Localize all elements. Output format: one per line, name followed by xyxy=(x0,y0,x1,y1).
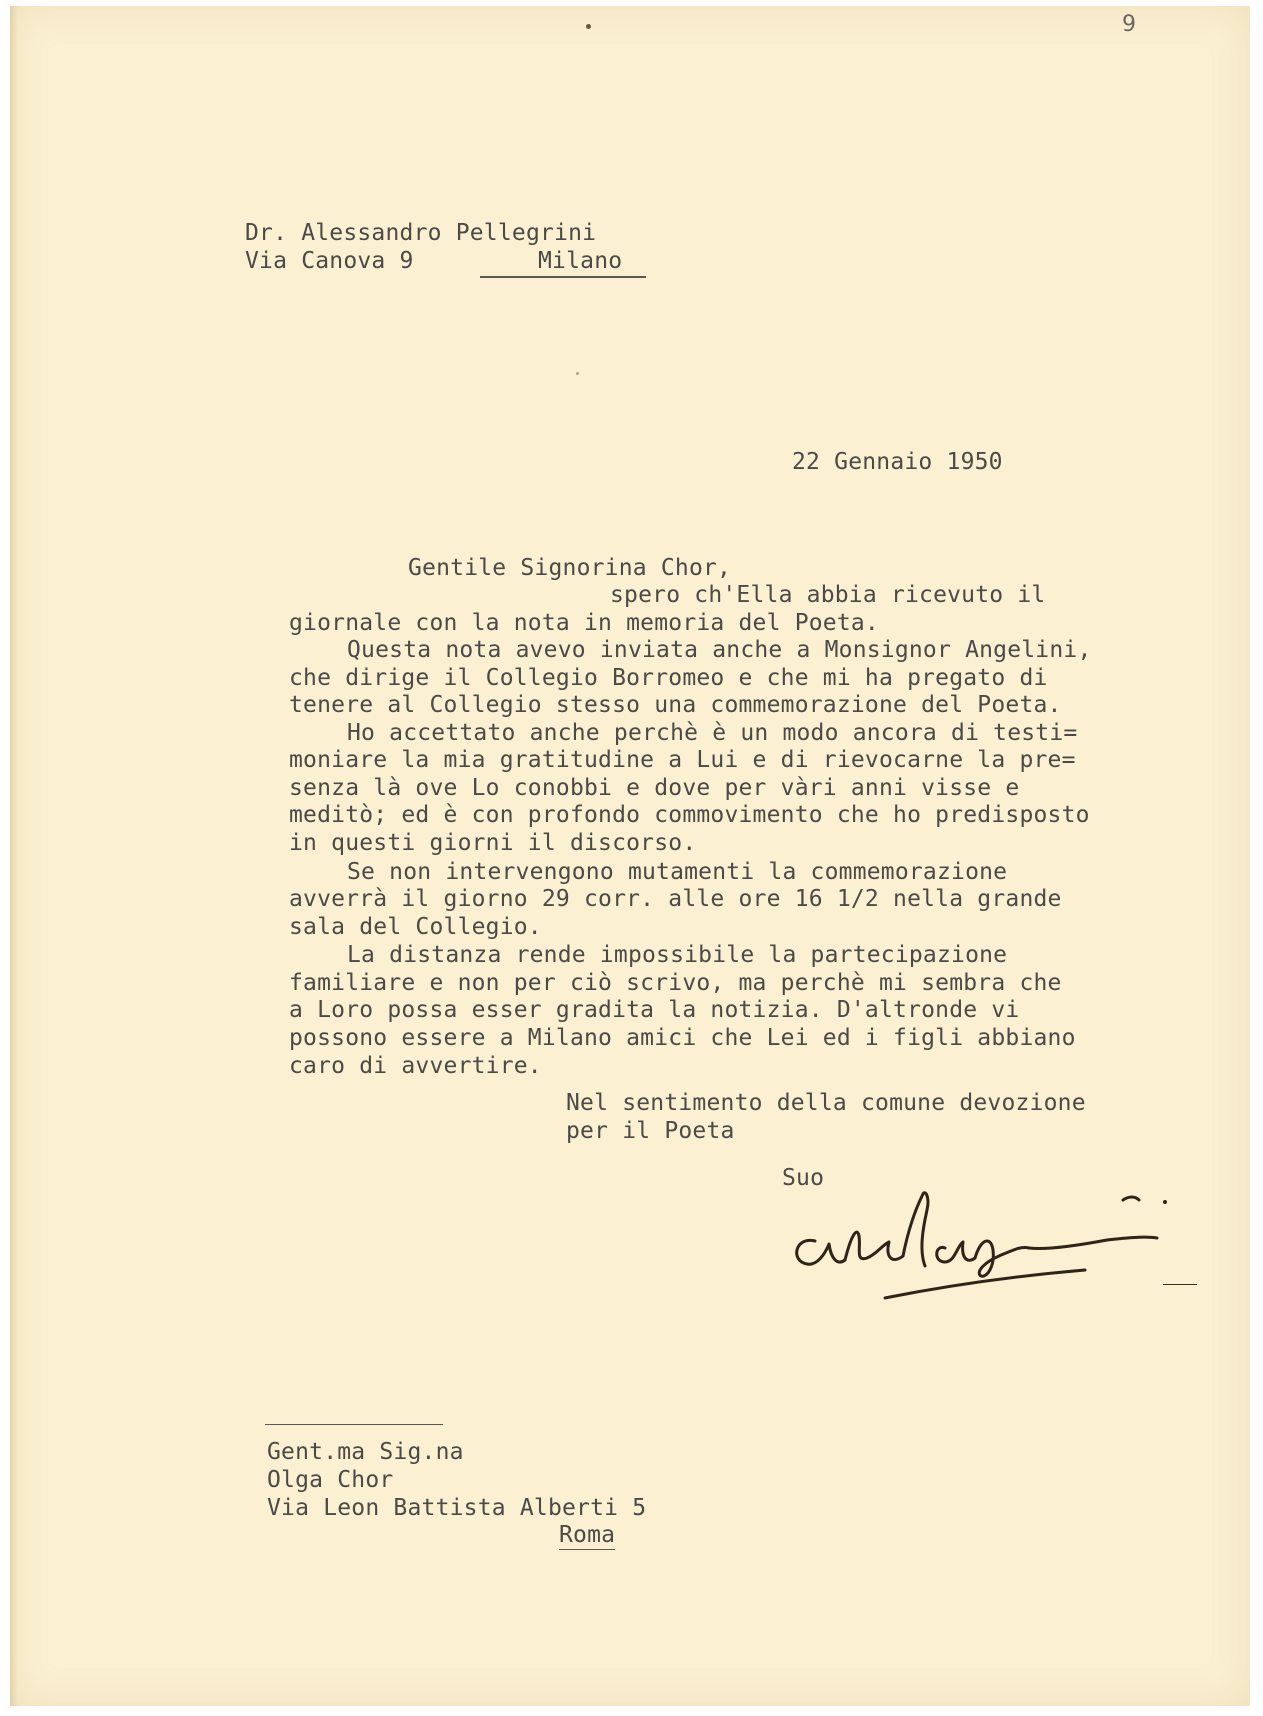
salutation: Gentile Signorina Chor, xyxy=(408,555,732,581)
letter-sheet xyxy=(10,6,1250,1706)
paper-speck xyxy=(586,24,591,29)
body-line: possono essere a Milano amici che Lei ed i figli abbiano xyxy=(289,1025,1076,1051)
body-line: senza là ove Lo conobbi e dove per vàri anni visse e xyxy=(289,775,1020,801)
recipient-street: Via Leon Battista Alberti 5 xyxy=(267,1495,647,1521)
paper-edge-shadow xyxy=(10,6,18,1706)
page-number: 9 xyxy=(1122,12,1136,37)
body-line: Questa nota avevo inviata anche a Monsignor Angelini, xyxy=(347,637,1092,663)
body-line: familiare e non per ciò scrivo, ma perchè mi sembra che xyxy=(289,970,1062,996)
body-line: La distanza rende impossibile la partecipazione xyxy=(347,942,1008,968)
body-line: tenere al Collegio stesso una commemorazione del Poeta. xyxy=(289,692,1062,718)
signature-dash xyxy=(1163,1284,1197,1285)
body-line: spero ch'Ella abbia ricevuto il xyxy=(610,582,1046,608)
recipient-title: Gent.ma Sig.na xyxy=(267,1439,464,1465)
recipient-city-underline xyxy=(559,1549,615,1550)
recipient-top-rule xyxy=(265,1424,443,1425)
sender-city: Milano xyxy=(538,248,623,274)
body-line: Ho accettato anche perchè è un modo ancora di testi= xyxy=(347,720,1078,746)
body-line: che dirige il Collegio Borromeo e che mi ha pregato di xyxy=(289,665,1048,691)
closing-line-2: per il Poeta xyxy=(566,1118,735,1144)
body-line: moniare la mia gratitudine a Lui e di rievocarne la pre= xyxy=(289,747,1076,773)
closing-suo: Suo xyxy=(782,1165,825,1191)
body-line: in questi giorni il discorso. xyxy=(289,830,697,856)
body-line: meditò; ed è con profondo commovimento che ho predisposto xyxy=(289,802,1090,828)
handwritten-signature xyxy=(785,1166,1185,1301)
letter-date: 22 Gennaio 1950 xyxy=(792,449,1003,475)
sender-street: Via Canova 9 xyxy=(245,248,414,274)
body-line: giornale con la nota in memoria del Poeta. xyxy=(289,610,879,636)
body-line: Se non intervengono mutamenti la commemorazione xyxy=(347,859,1008,885)
paper-speck xyxy=(576,372,579,375)
sender-underline xyxy=(480,276,646,278)
recipient-name: Olga Chor xyxy=(267,1467,394,1493)
sender-name: Dr. Alessandro Pellegrini xyxy=(245,220,597,246)
closing-line-1: Nel sentimento della comune devozione xyxy=(566,1090,1086,1116)
body-line: avverrà il giorno 29 corr. alle ore 16 1/2 nella grande xyxy=(289,886,1062,912)
body-line: sala del Collegio. xyxy=(289,914,542,940)
body-line: caro di avvertire. xyxy=(289,1053,542,1079)
recipient-city: Roma xyxy=(559,1522,616,1548)
body-line: a Loro possa esser gradita la notizia. D'altronde vi xyxy=(289,997,1020,1023)
